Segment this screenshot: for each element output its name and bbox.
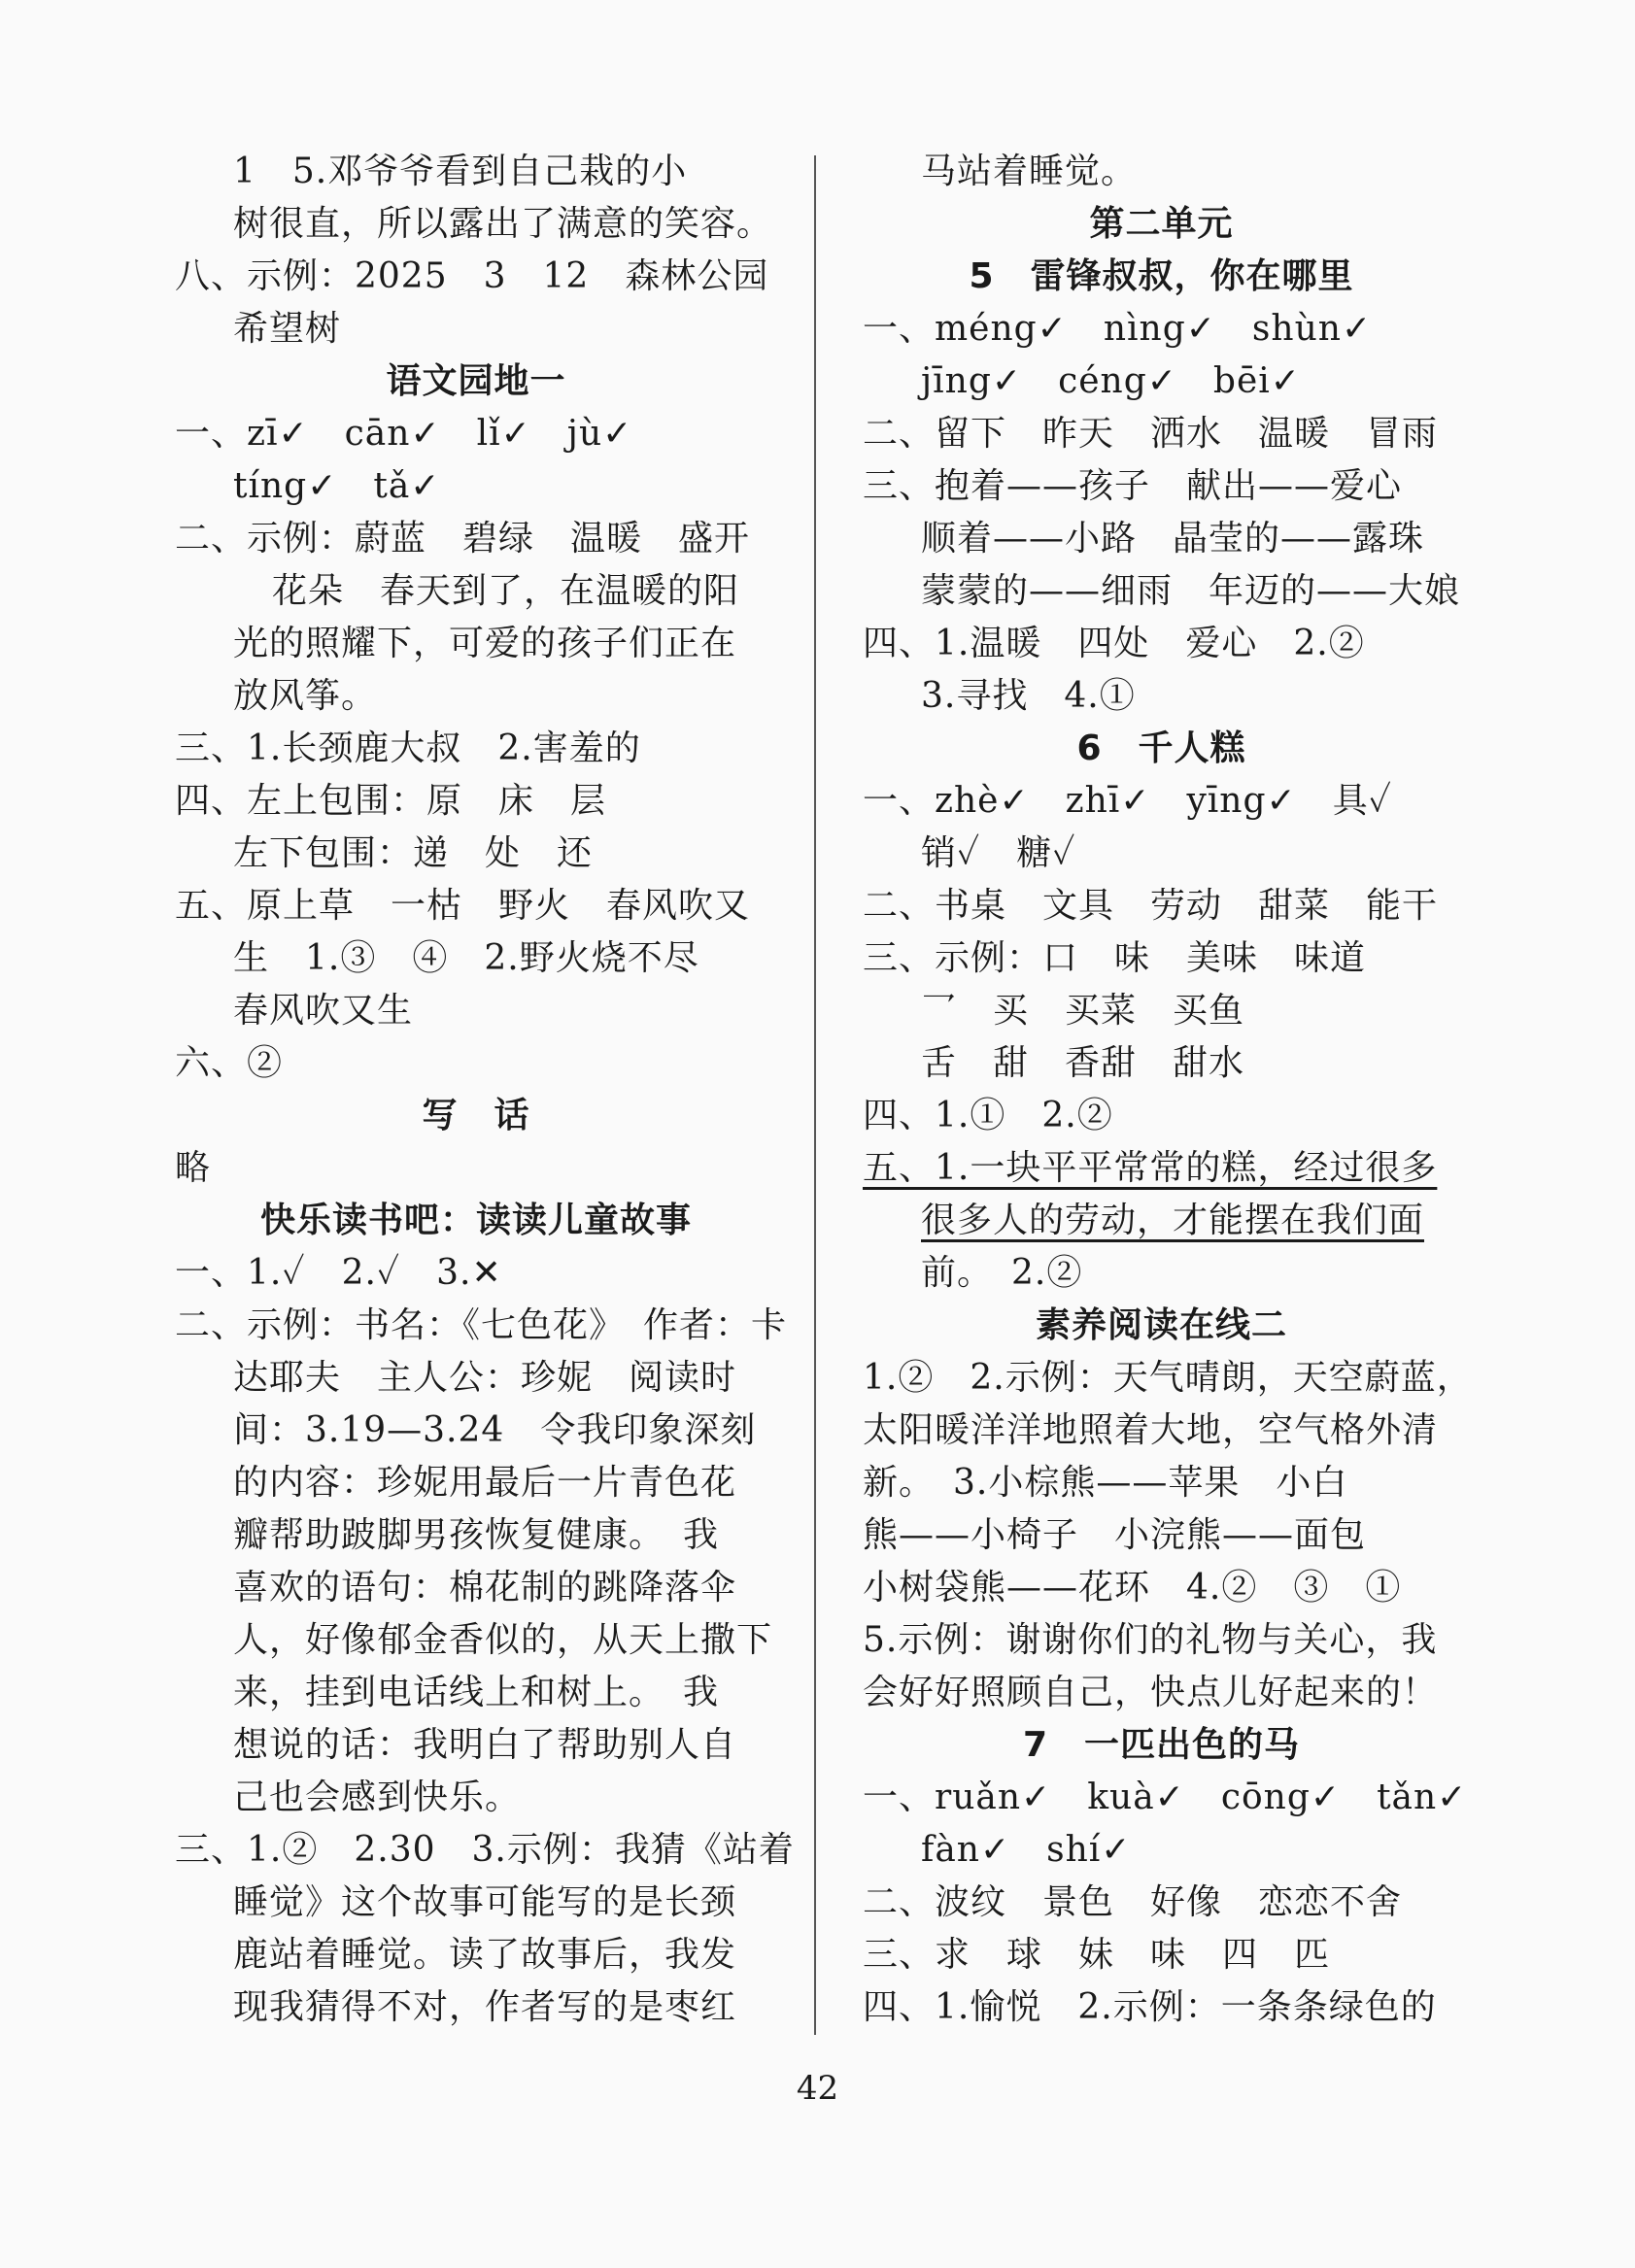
answer-line: 人，好像郁金香似的，从天上撒下 <box>233 1620 773 1660</box>
page-number: 42 <box>796 2069 839 2108</box>
answer-line: 舌 甜 香甜 甜水 <box>921 1043 1245 1083</box>
answer-line: 己也会感到快乐。 <box>233 1777 522 1817</box>
answer-line: 马站着睡觉。 <box>921 152 1138 191</box>
answer-line: 喜欢的语句：棉花制的跳降落伞 <box>233 1568 737 1608</box>
answer-line: 前。 2.② <box>921 1253 1083 1293</box>
answer-line: 三、示例：口 味 美味 味道 <box>863 938 1367 978</box>
answer-line: 1.② 2.示例：天气晴朗，天空蔚蓝， <box>863 1358 1473 1398</box>
answer-line: 一、ruǎn✓ kuà✓ cōng✓ tǎn✓ <box>863 1777 1468 1817</box>
answer-line: 间：3.19—3.24 令我印象深刻 <box>233 1410 757 1450</box>
answer-line: 春风吹又生 <box>233 991 414 1031</box>
answer-line: 一、méng✓ nìng✓ shùn✓ <box>863 309 1373 349</box>
column-divider <box>814 155 816 2035</box>
answer-line: 八、示例：2025 3 12 森林公园 <box>175 256 769 296</box>
right-column <box>863 146 1473 2034</box>
answer-line: 达耶夫 主人公：珍妮 阅读时 <box>233 1358 737 1398</box>
section-heading: 第二单元 <box>1089 204 1234 244</box>
answer-line: 来，挂到电话线上和树上。 我 <box>233 1673 720 1712</box>
section-heading: 6 千人糕 <box>1076 728 1246 768</box>
answer-line: 二、书桌 文具 劳动 甜菜 能干 <box>863 886 1439 926</box>
answer-line: 5.示例：谢谢你们的礼物与关心，我 <box>863 1620 1438 1660</box>
answer-line: 会好好照顾自己，快点儿好起来的！ <box>863 1673 1439 1712</box>
answer-line: 鹿站着睡觉。读了故事后，我发 <box>233 1935 737 1975</box>
answer-line: 左下包围：递 处 还 <box>233 833 594 873</box>
answer-line: 销✓ 糖✓ <box>921 833 1076 873</box>
underlined-text: 五、1.一块平平常常的糕，经过很多 <box>863 1148 1438 1188</box>
answer-line: 四、左上包围：原 床 层 <box>175 781 607 821</box>
answer-line: 新。 3.小棕熊——苹果 小白 <box>863 1463 1348 1503</box>
answer-line: tíng✓ tǎ✓ <box>233 466 441 506</box>
answer-line: 顺着——小路 晶莹的——露珠 <box>921 519 1425 559</box>
answer-line: 花朵 春天到了，在温暖的阳 <box>272 571 740 611</box>
answer-line: 生 1.③ ④ 2.野火烧不尽 <box>233 938 699 978</box>
answer-line: 四、1.① 2.② <box>863 1096 1113 1135</box>
answer-line: 3.寻找 4.① <box>921 676 1136 716</box>
section-heading: 素养阅读在线二 <box>1035 1305 1287 1345</box>
answer-line: 1 5.邓爷爷看到自己栽的小 <box>233 152 688 191</box>
answer-line: 放风筝。 <box>233 676 378 716</box>
answer-line: 现我猜得不对，作者写的是枣红 <box>233 1987 737 2027</box>
answer-line: 一、zhè✓ zhī✓ yīng✓ 具✓ <box>863 781 1392 821</box>
answer-line: 希望树 <box>233 309 342 349</box>
underlined-text: 很多人的劳动，才能摆在我们面 <box>921 1201 1425 1240</box>
left-column <box>175 146 795 2034</box>
section-heading: 写 话 <box>422 1096 530 1135</box>
answer-line: 三、求 球 妹 味 四 匹 <box>863 1935 1331 1975</box>
answer-line: 二、示例：书名：《七色花》 作者：卡 <box>175 1305 788 1345</box>
answer-line: 二、波纹 景色 好像 恋恋不舍 <box>863 1882 1403 1922</box>
answer-line: 想说的话：我明白了帮助别人自 <box>233 1725 737 1765</box>
answer-line: fàn✓ shí✓ <box>921 1830 1132 1870</box>
answer-line: 熊——小椅子 小浣熊——面包 <box>863 1515 1367 1555</box>
answer-line: 三、抱着——孩子 献出——爱心 <box>863 466 1403 506</box>
answer-line: jīng✓ céng✓ bēi✓ <box>921 361 1301 401</box>
answer-line: 一、1.✓ 2.✓ 3.✕ <box>175 1253 502 1293</box>
section-heading: 语文园地一 <box>386 361 566 401</box>
section-heading: 快乐读书吧：读读儿童故事 <box>259 1201 692 1240</box>
answer-line: 三、1.长颈鹿大叔 2.害羞的 <box>175 728 641 768</box>
answer-line: 二、示例：蔚蓝 碧绿 温暖 盛开 <box>175 519 751 559</box>
section-heading: 5 雷锋叔叔，你在哪里 <box>969 256 1354 296</box>
answer-line: 的内容：珍妮用最后一片青色花 <box>233 1463 737 1503</box>
answer-line: 光的照耀下，可爱的孩子们正在 <box>233 624 737 663</box>
answer-line: 六、② <box>175 1043 284 1083</box>
answer-line: 小树袋熊——花环 4.② ③ ① <box>863 1568 1402 1608</box>
section-heading: 7 一匹出色的马 <box>1022 1725 1301 1765</box>
answer-line: 乛 买 买菜 买鱼 <box>921 991 1245 1031</box>
answer-line: 睡觉》这个故事可能写的是长颈 <box>233 1882 737 1922</box>
answer-line: 四、1.愉悦 2.示例：一条条绿色的 <box>863 1987 1437 2027</box>
answer-line: 瓣帮助跛脚男孩恢复健康。 我 <box>233 1515 720 1555</box>
answer-line: 三、1.② 2.30 3.示例：我猜《站着 <box>175 1830 795 1870</box>
answer-line: 太阳暖洋洋地照着大地，空气格外清 <box>863 1410 1439 1450</box>
answer-line: 二、留下 昨天 洒水 温暖 冒雨 <box>863 414 1439 454</box>
answer-line: 一、zī✓ cān✓ lǐ✓ jù✓ <box>175 414 633 454</box>
answer-line: 树很直，所以露出了满意的笑容。 <box>233 204 773 244</box>
answer-line: 四、1.温暖 四处 爱心 2.② <box>863 624 1365 663</box>
answer-line: 蒙蒙的——细雨 年迈的——大娘 <box>921 571 1461 611</box>
answer-line <box>863 1142 1460 1195</box>
answer-line: 略 <box>175 1148 212 1188</box>
answer-line <box>863 1195 1460 1247</box>
answer-line: 五、原上草 一枯 野火 春风吹又 <box>175 886 751 926</box>
